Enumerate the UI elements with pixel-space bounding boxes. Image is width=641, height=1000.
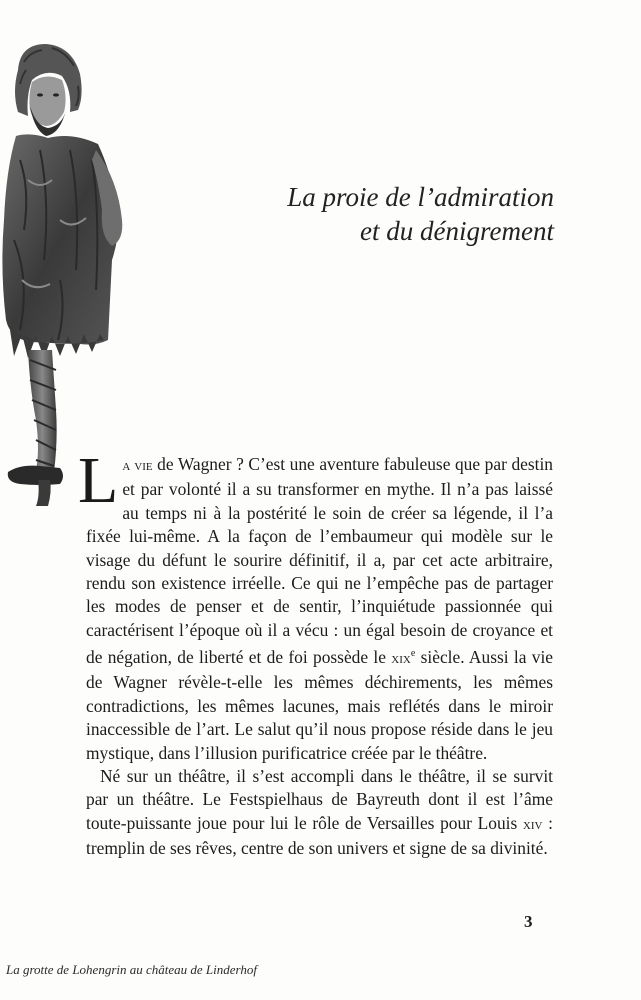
paragraph-2: [86, 765, 553, 861]
paragraph-1-text-2: siècle. Aussi la vie de Wagner révèle-t-elle les mêmes déchirements, les mêmes contradictions, les mêmes lacunes, mais reflétés dans le miroir inaccessible de l’art. Le salut qu’il nous propose réside dans le jeu mystique, dans l’illusion purificatrice créée par le théâtre.: [86, 647, 553, 763]
chapter-title: [287, 180, 554, 248]
paragraph-1: [78, 444, 554, 765]
body-text: [78, 444, 554, 861]
actor-photograph: [0, 40, 135, 517]
paragraph-1-smallcaps: a vie: [122, 458, 153, 474]
drop-cap: L: [78, 444, 119, 517]
century-superscript: e: [410, 648, 416, 660]
chapter-title-line-1: La proie de l’admiration: [287, 182, 554, 212]
century-numeral: xix: [391, 651, 411, 668]
page-number: 3: [524, 912, 533, 931]
image-caption: La grotte de Lohengrin au château de Linderhof: [6, 962, 257, 977]
paragraph-2-text: Né sur un théâtre, il s’est accompli dans le théâtre, il se survit par un théâtre. Le Festspielhaus de Bayreuth dont il est l’âme toute-puissante joue pour lui le rôle de Versailles pour Louis: [86, 766, 553, 833]
paragraph-1-text: de Wagner ? C’est une aventure fabuleuse que par destin et par volonté il a su transformer en mythe. Il n’a pas laissé au temps ni à la postérité le soin de créer sa légende, il l’a fixée lui-même. A la façon de l’embaumeur qui modèle sur le visage du défunt le sourire définitif, il a, par cet acte arbitraire, rendu son existence irréelle. Ce qui ne l’empêche pas de partager les modes de penser et de sentir, l’inquiétude passionnée qui caractérisent l’époque où il a vécu : un égal besoin de croyance et de négation, de liberté et de foi possède le: [86, 454, 554, 668]
chapter-title-line-2: et du dénigrement: [360, 216, 554, 246]
roman-numeral: xiv: [522, 816, 543, 833]
paragraph-2-text-2: : tremplin de ses rêves, centre de son univers et signe de sa divinité.: [86, 812, 553, 859]
